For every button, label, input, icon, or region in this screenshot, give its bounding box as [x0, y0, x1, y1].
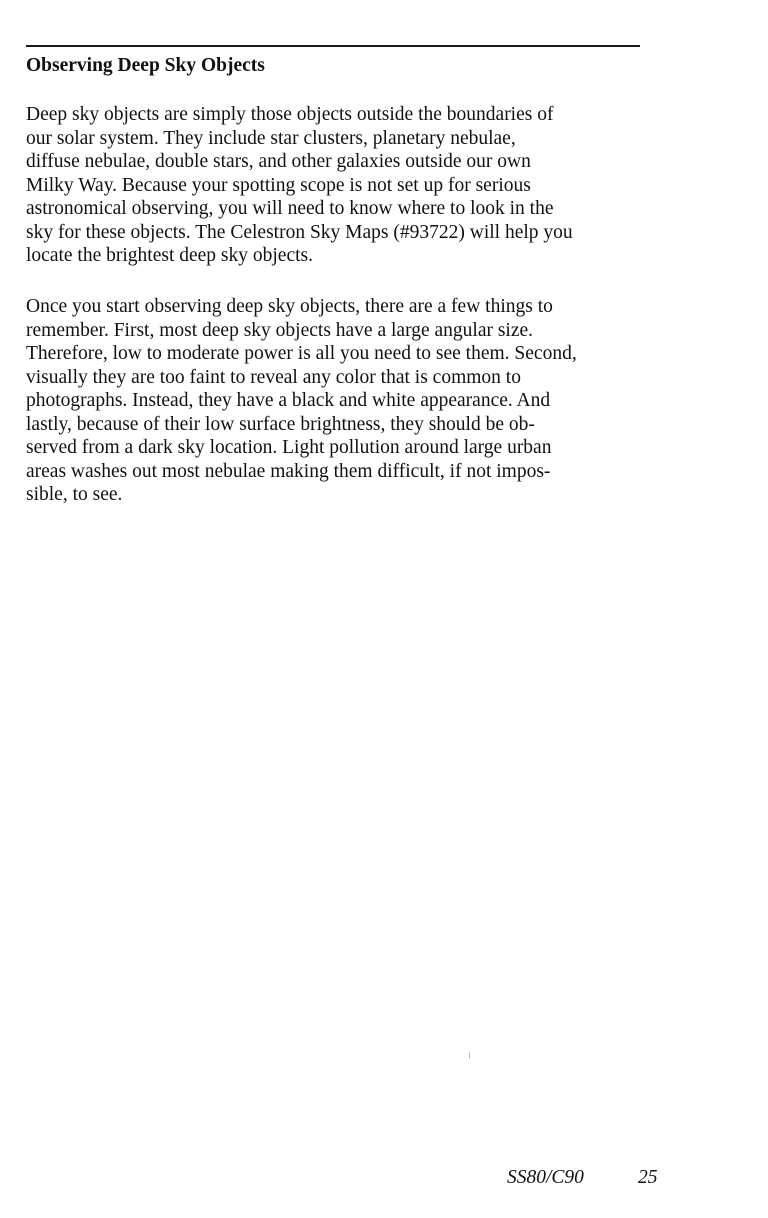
text-line: astronomical observing, you will need to know where to look in the	[26, 198, 554, 219]
text-line: sky for these objects. The Celestron Sky Maps (#93722) will help you	[26, 221, 573, 243]
footer-model-code: SS80/C90	[507, 1167, 584, 1188]
top-rule	[26, 45, 640, 47]
text-line: served from a dark sky location. Light pollution around large urban	[26, 437, 552, 458]
text-line: diffuse nebulae, double stars, and other galaxies outside our own	[26, 151, 531, 172]
text-line: visually they are too faint to reveal any color that is common to	[26, 366, 521, 388]
text-line: Deep sky objects are simply those objects outside the boundaries of	[26, 104, 554, 125]
text-line: Once you start observing deep sky objects, there are a few things to	[26, 296, 553, 317]
text-line: Milky Way. Because your spotting scope is not set up for serious	[26, 174, 531, 196]
page-number: 25	[638, 1167, 658, 1188]
paragraph-deep-sky-definition	[26, 103, 573, 268]
paragraph-observing-tips	[26, 295, 577, 507]
text-line: areas washes out most nebulae making them difficult, if not impos-	[26, 460, 551, 482]
text-line: our solar system. They include star clusters, planetary nebulae,	[26, 127, 516, 149]
text-line: lastly, because of their low surface brightness, they should be ob-	[26, 413, 535, 435]
section-heading: Observing Deep Sky Objects	[26, 55, 265, 76]
text-line: sible, to see.	[26, 484, 123, 505]
text-line: Therefore, low to moderate power is all you need to see them. Second,	[26, 343, 577, 364]
text-line: photographs. Instead, they have a black and white appearance. And	[26, 390, 551, 411]
text-line: remember. First, most deep sky objects have a large angular size.	[26, 319, 534, 341]
text-line: locate the brightest deep sky objects.	[26, 245, 313, 266]
scan-speck	[469, 1052, 470, 1059]
